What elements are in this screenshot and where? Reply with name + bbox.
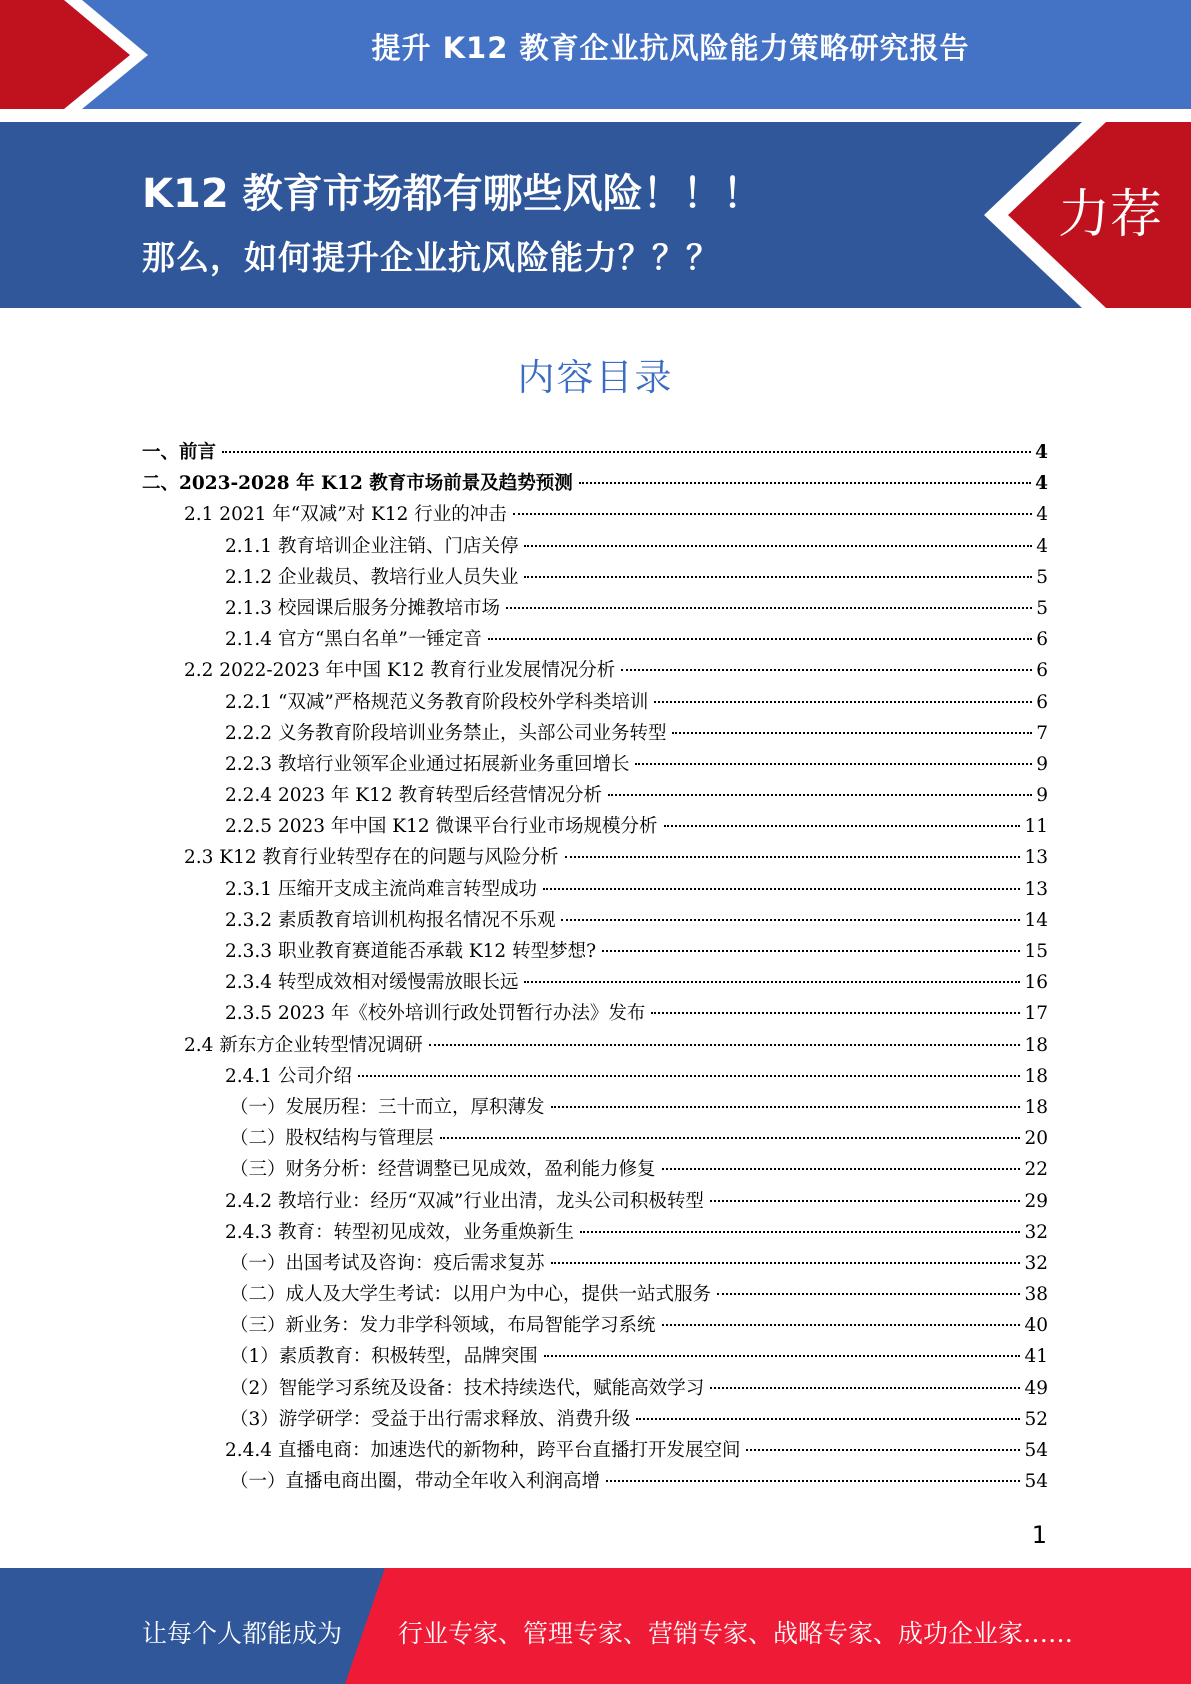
page-number: 1 xyxy=(1031,1521,1047,1549)
toc-entry-label: （2）智能学习系统及设备：技术持续迭代，赋能高效学习 xyxy=(230,1377,705,1399)
toc-entry-label: （二）成人及大学生考试：以用户为中心，提供一站式服务 xyxy=(230,1284,712,1306)
footer-slogan-right: 行业专家、管理专家、营销专家、战略专家、成功企业家…… xyxy=(398,1619,1074,1648)
toc-entry[interactable] xyxy=(142,1093,1048,1124)
toc-entry[interactable] xyxy=(142,843,1048,874)
toc-entry-label: 一、前言 xyxy=(142,442,217,463)
toc-leader-dots xyxy=(488,638,1032,640)
toc-leader-dots xyxy=(222,451,1031,453)
report-title: 提升 K12 教育企业抗风险能力策略研究报告 xyxy=(371,31,970,65)
toc-entry[interactable] xyxy=(142,1062,1048,1093)
toc-entry-label: 2.2.3 教培行业领军企业通过拓展新业务重回增长 xyxy=(225,753,630,775)
toc-entry[interactable] xyxy=(142,500,1048,531)
toc-entry-page: 4 xyxy=(1036,504,1048,526)
toc-leader-dots xyxy=(565,856,1021,858)
toc-entry-label: 2.2.4 2023 年 K12 教育转型后经营情况分析 xyxy=(225,785,603,807)
footer-banner xyxy=(0,1568,1191,1684)
toc-entry-label: 2.3.1 压缩开支成主流尚难言转型成功 xyxy=(225,878,537,900)
toc-entry-label: 2.1.1 教育培训企业注销、门店关停 xyxy=(225,535,519,557)
toc-entry[interactable] xyxy=(142,1436,1048,1467)
toc-entry-page: 13 xyxy=(1024,878,1048,900)
toc-leader-dots xyxy=(608,794,1032,796)
toc-entry-page: 11 xyxy=(1024,816,1048,838)
toc-entry[interactable] xyxy=(142,968,1048,999)
toc-entry-page: 5 xyxy=(1036,566,1048,588)
toc-entry[interactable] xyxy=(142,656,1048,687)
toc-entry-page: 4 xyxy=(1036,535,1048,557)
toc-entry-page: 7 xyxy=(1036,722,1048,744)
toc-entry-page: 49 xyxy=(1024,1377,1048,1399)
toc-entry-page: 18 xyxy=(1024,1065,1048,1087)
toc-entry-label: 2.1 2021 年“双减”对 K12 行业的冲击 xyxy=(184,504,507,526)
toc-entry-page: 17 xyxy=(1024,1003,1048,1025)
toc-entry-page: 29 xyxy=(1024,1190,1048,1212)
footer-slogan-left: 让每个人都能成为 xyxy=(142,1619,343,1648)
toc-leader-dots xyxy=(561,919,1020,921)
toc-entry-page: 22 xyxy=(1024,1159,1048,1181)
toc-entry-label: 二、2023-2028 年 K12 教育市场前景及趋势预测 xyxy=(142,473,573,495)
hero-question-risks: K12 教育市场都有哪些风险！！！ xyxy=(142,171,763,217)
toc-entry[interactable] xyxy=(142,906,1048,937)
toc-entry[interactable] xyxy=(142,1249,1048,1280)
toc-entry[interactable] xyxy=(142,688,1048,719)
toc-leader-dots xyxy=(672,732,1032,734)
toc-leader-dots xyxy=(710,1387,1020,1389)
toc-entry[interactable] xyxy=(142,875,1048,906)
toc-entry-label: 2.1.4 官方“黑白名单”一锤定音 xyxy=(225,629,482,651)
toc-entry-label: 2.4.2 教培行业：经历“双减”行业出清，龙头公司积极转型 xyxy=(225,1190,704,1212)
toc-entry-label: （三）财务分析：经营调整已见成效，盈利能力修复 xyxy=(230,1159,656,1181)
toc-entry[interactable] xyxy=(142,563,1048,594)
toc-entry[interactable] xyxy=(142,1187,1048,1218)
toc-entry-page: 32 xyxy=(1024,1221,1048,1243)
toc-entry[interactable] xyxy=(142,1155,1048,1186)
toc-entry-label: 2.3.5 2023 年《校外培训行政处罚暂行办法》发布 xyxy=(225,1003,646,1025)
toc-leader-dots xyxy=(602,950,1020,952)
toc-leader-dots xyxy=(580,1231,1020,1233)
toc-leader-dots xyxy=(551,1106,1021,1108)
toc-entry-page: 54 xyxy=(1024,1471,1048,1493)
toc-leader-dots xyxy=(544,1355,1021,1357)
toc-entry[interactable] xyxy=(142,1031,1048,1062)
toc-entry-label: 2.4.3 教育：转型初见成效，业务重焕新生 xyxy=(225,1221,574,1243)
toc-entry-label: 2.4 新东方企业转型情况调研 xyxy=(184,1034,423,1056)
toc-entry-page: 14 xyxy=(1024,909,1048,931)
toc-entry-page: 4 xyxy=(1035,473,1048,495)
toc-leader-dots xyxy=(662,1324,1021,1326)
toc-entry-label: 2.2.1 “双减”严格规范义务教育阶段校外学科类培训 xyxy=(225,691,649,713)
toc-entry-page: 16 xyxy=(1024,972,1048,994)
toc-entry-label: 2.3.2 素质教育培训机构报名情况不乐观 xyxy=(225,909,556,931)
toc-leader-dots xyxy=(429,1044,1021,1046)
toc-leader-dots xyxy=(506,607,1032,609)
toc-leader-dots xyxy=(664,825,1021,827)
toc-entry[interactable] xyxy=(142,625,1048,656)
toc-leader-dots xyxy=(635,763,1032,765)
toc-entry[interactable] xyxy=(142,1218,1048,1249)
toc-entry[interactable] xyxy=(142,1124,1048,1155)
toc-leader-dots xyxy=(662,1168,1021,1170)
toc-entry[interactable] xyxy=(142,594,1048,625)
hero-question-how: 那么，如何提升企业抗风险能力？？？ xyxy=(142,238,720,277)
toc-entry[interactable] xyxy=(142,812,1048,843)
toc-entry[interactable] xyxy=(142,750,1048,781)
toc-leader-dots xyxy=(513,513,1032,515)
toc-entry-page: 40 xyxy=(1024,1315,1048,1337)
toc-entry-page: 4 xyxy=(1035,442,1048,463)
toc-entry-label: 2.2 2022-2023 年中国 K12 教育行业发展情况分析 xyxy=(184,660,616,682)
toc-leader-dots xyxy=(579,482,1031,484)
toc-entry-label: （3）游学研学：受益于出行需求释放、消费升级 xyxy=(230,1408,631,1430)
toc-entry-page: 6 xyxy=(1036,660,1048,682)
toc-leader-dots xyxy=(654,701,1032,703)
hero-banner xyxy=(0,122,1191,308)
toc-entry-label: 2.2.5 2023 年中国 K12 微课平台行业市场规模分析 xyxy=(225,816,658,838)
toc-entry-label: （一）直播电商出圈，带动全年收入利润高增 xyxy=(230,1471,601,1493)
table-of-contents xyxy=(142,438,1048,1498)
toc-leader-dots xyxy=(543,888,1020,890)
toc-entry-label: 2.2.2 义务教育阶段培训业务禁止，头部公司业务转型 xyxy=(225,722,667,744)
toc-leader-dots xyxy=(524,981,1020,983)
toc-entry-page: 52 xyxy=(1024,1408,1048,1430)
toc-entry-page: 20 xyxy=(1024,1128,1048,1150)
toc-entry-label: （二）股权结构与管理层 xyxy=(230,1128,434,1150)
toc-entry-label: （一）发展历程：三十而立，厚积薄发 xyxy=(230,1096,545,1118)
toc-entry-label: （一）出国考试及咨询：疫后需求复苏 xyxy=(230,1252,545,1274)
toc-entry-page: 38 xyxy=(1024,1284,1048,1306)
toc-entry[interactable] xyxy=(142,781,1048,812)
toc-entry-page: 9 xyxy=(1036,753,1048,775)
toc-entry-page: 6 xyxy=(1036,691,1048,713)
toc-leader-dots xyxy=(358,1075,1021,1077)
toc-entry-page: 6 xyxy=(1036,629,1048,651)
toc-entry[interactable] xyxy=(142,937,1048,968)
toc-leader-dots xyxy=(636,1418,1020,1420)
toc-title: 内容目录 xyxy=(517,356,674,399)
toc-entry-page: 54 xyxy=(1024,1440,1048,1461)
toc-entry[interactable] xyxy=(142,1311,1048,1342)
toc-entry-label: 2.3.4 转型成效相对缓慢需放眼长远 xyxy=(225,972,519,994)
toc-entry-page: 13 xyxy=(1024,847,1048,869)
toc-entry-label: 2.4.1 公司介绍 xyxy=(225,1065,352,1087)
toc-leader-dots xyxy=(551,1262,1021,1264)
toc-entry-page: 41 xyxy=(1024,1346,1048,1368)
toc-entry-label: （三）新业务：发力非学科领域，布局智能学习系统 xyxy=(230,1315,656,1337)
toc-entry[interactable] xyxy=(142,1280,1048,1311)
toc-entry-label: 2.1.3 校园课后服务分摊教培市场 xyxy=(225,597,500,619)
toc-leader-dots xyxy=(621,669,1032,671)
toc-leader-dots xyxy=(440,1137,1021,1139)
toc-entry-label: （1）素质教育：积极转型，品牌突围 xyxy=(230,1346,538,1368)
toc-entry-page: 9 xyxy=(1036,785,1048,807)
top-banner xyxy=(0,0,1191,113)
toc-entry-page: 18 xyxy=(1024,1034,1048,1056)
toc-entry-label: 2.4.4 直播电商：加速迭代的新物种，跨平台直播打开发展空间 xyxy=(225,1440,741,1461)
toc-entry-label: 2.3.3 职业教育赛道能否承载 K12 转型梦想? xyxy=(225,941,596,962)
toc-entry[interactable] xyxy=(142,1405,1048,1436)
toc-entry[interactable] xyxy=(142,1374,1048,1405)
toc-entry[interactable] xyxy=(142,532,1048,563)
toc-entry-page: 32 xyxy=(1024,1252,1048,1274)
toc-entry[interactable] xyxy=(142,1467,1048,1498)
toc-entry[interactable] xyxy=(142,1342,1048,1373)
recommend-badge: 力荐 xyxy=(1058,185,1163,245)
toc-entry-page: 15 xyxy=(1024,941,1048,962)
toc-entry[interactable] xyxy=(142,469,1048,500)
toc-entry-page: 18 xyxy=(1024,1096,1048,1118)
toc-leader-dots xyxy=(606,1480,1020,1482)
toc-leader-dots xyxy=(717,1293,1020,1295)
toc-entry-page: 5 xyxy=(1036,597,1048,619)
toc-entry[interactable] xyxy=(142,999,1048,1030)
toc-entry-label: 2.3 K12 教育行业转型存在的问题与风险分析 xyxy=(184,847,559,869)
toc-leader-dots xyxy=(746,1449,1020,1451)
toc-entry[interactable] xyxy=(142,438,1048,469)
toc-leader-dots xyxy=(524,545,1032,547)
toc-leader-dots xyxy=(651,1012,1020,1014)
toc-leader-dots xyxy=(524,576,1032,578)
toc-entry-label: 2.1.2 企业裁员、教培行业人员失业 xyxy=(225,566,519,588)
toc-entry[interactable] xyxy=(142,719,1048,750)
toc-leader-dots xyxy=(710,1200,1021,1202)
